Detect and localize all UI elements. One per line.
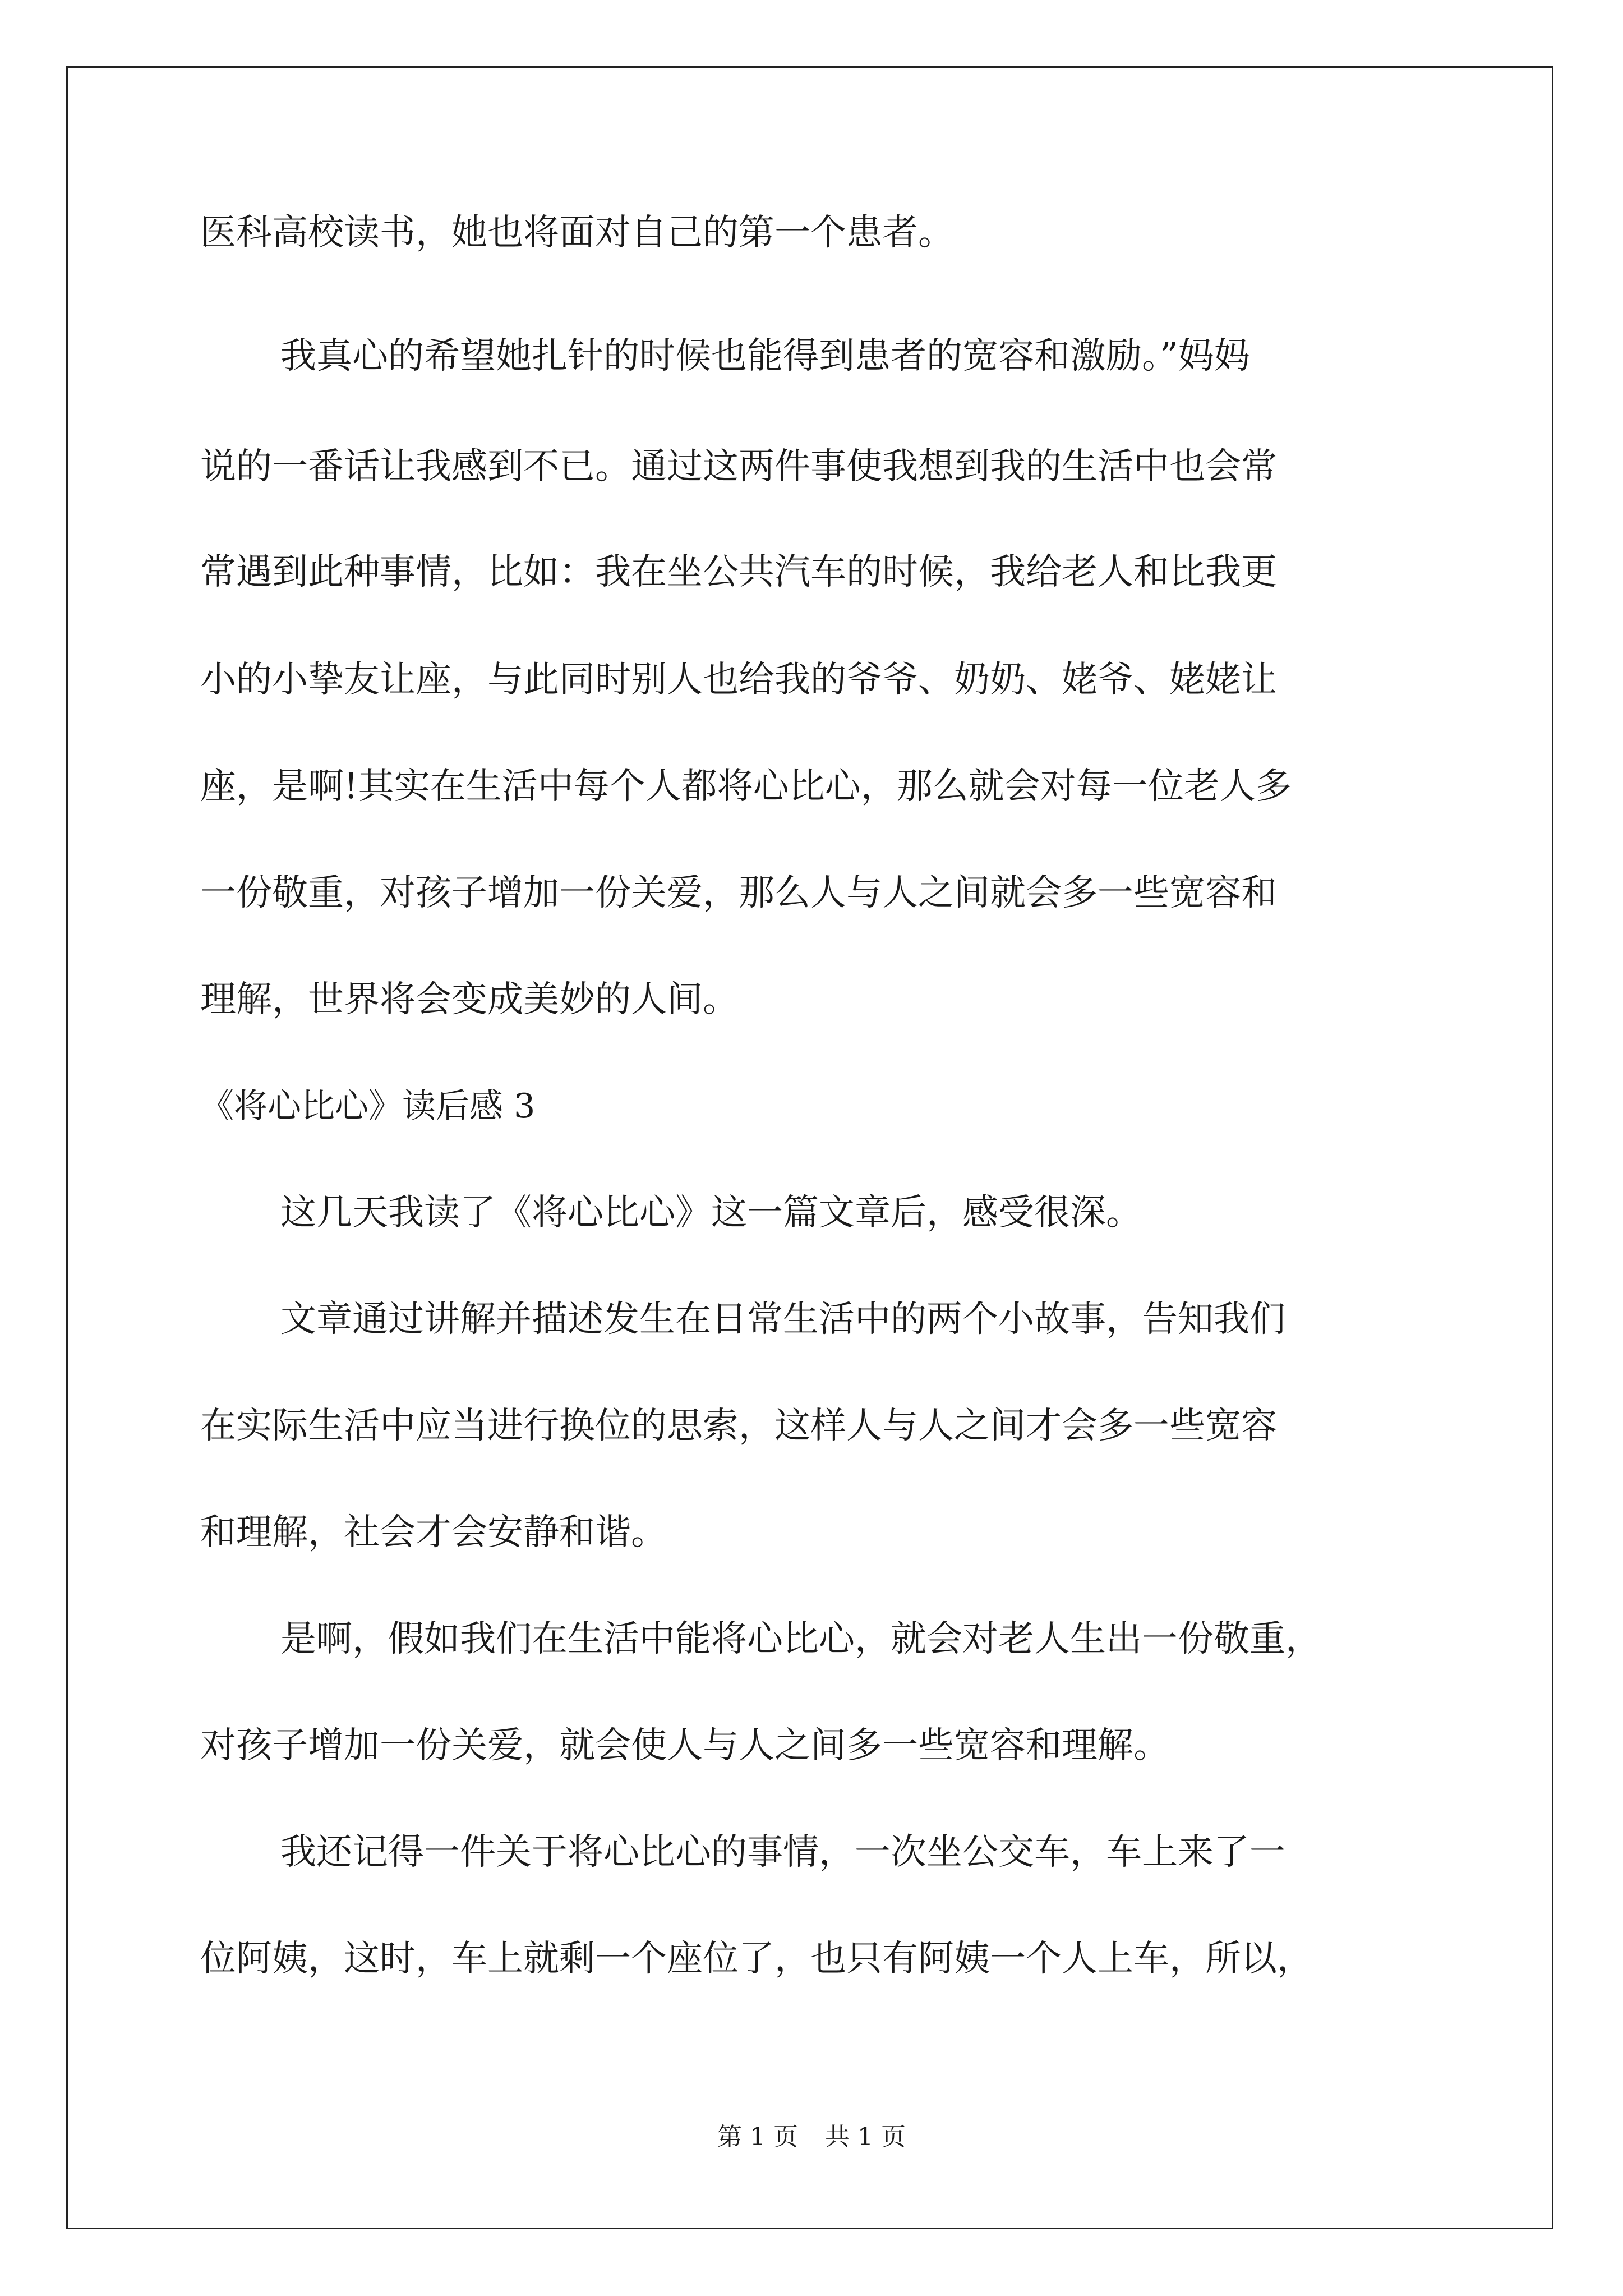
page-footer	[0, 2122, 1623, 2153]
paragraph-line: 是啊，假如我们在生活中能将心比心，就会对老人生出一份敬重，	[280, 1618, 1321, 1660]
paragraph-line: 说的一番话让我感到不已。通过这两件事使我想到我的生活中也会常	[200, 446, 1277, 487]
page-number-total: 共 1 页	[825, 2123, 906, 2151]
paragraph-line: 这几天我读了《将心比心》这一篇文章后，感受很深。	[280, 1192, 1142, 1234]
page-border	[66, 66, 1553, 2229]
paragraph-line: 一份敬重，对孩子增加一份关爱，那么人与人之间就会多一些宽容和	[200, 872, 1277, 914]
paragraph-line: 位阿姨，这时，车上就剩一个座位了，也只有阿姨一个人上车，所以，	[200, 1938, 1313, 1980]
paragraph-line: 对孩子增加一份关爱，就会使人与人之间多一些宽容和理解。	[200, 1725, 1169, 1766]
paragraph-line: 和理解，社会才会安静和谐。	[200, 1512, 667, 1553]
paragraph-line: 座，是啊!其实在生活中每个人都将心比心，那么就会对每一位老人多	[200, 766, 1292, 807]
paragraph-line: 在实际生活中应当进行换位的思索，这样人与人之间才会多一些宽容	[200, 1405, 1277, 1447]
paragraph-line: 文章通过讲解并描述发生在日常生活中的两个小故事，告知我们	[280, 1299, 1285, 1340]
page-number-current: 第 1 页	[717, 2123, 798, 2151]
section-heading: 《将心比心》读后感 3	[200, 1087, 536, 1126]
paragraph-line: 我还记得一件关于将心比心的事情，一次坐公交车，车上来了一	[280, 1832, 1285, 1873]
paragraph-line: 医科高校读书，她也将面对自己的第一个患者。	[200, 212, 954, 254]
paragraph-line: 我真心的希望她扎针的时候也能得到患者的宽容和激励。”妈妈	[280, 335, 1250, 377]
paragraph-line: 常遇到此种事情，比如：我在坐公共汽车的时候，我给老人和比我更	[200, 551, 1277, 593]
paragraph-line: 理解，世界将会变成美妙的人间。	[200, 979, 739, 1020]
paragraph-line: 小的小挚友让座，与此同时别人也给我的爷爷、奶奶、姥爷、姥姥让	[200, 659, 1277, 701]
